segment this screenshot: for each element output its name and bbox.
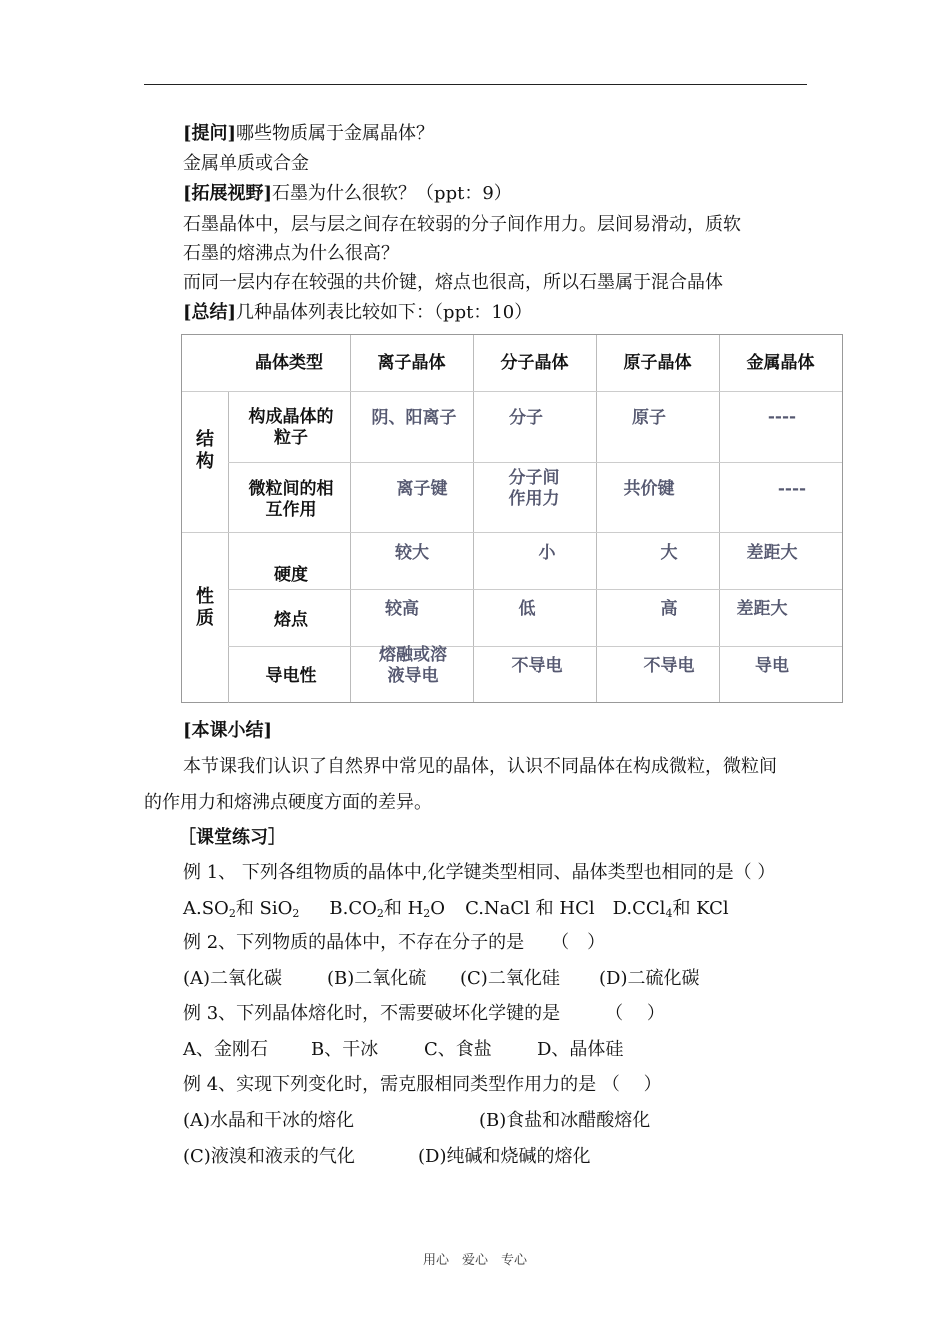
lesson-summary-text-2: 的作用力和熔沸点硬度方面的差异。 — [144, 792, 432, 813]
exercise-1-options — [183, 897, 729, 921]
answer-line: 金属单质或合金 — [183, 153, 309, 174]
table-divider — [228, 589, 842, 590]
option-a-rest: 和 SiO — [235, 898, 293, 919]
summary-tag: [总结] — [183, 302, 237, 323]
paragraph-2: 石墨的熔沸点为什么很高？ — [183, 243, 399, 264]
option-d: D、晶体硅 — [537, 1039, 624, 1060]
summary-intro-text: 几种晶体列表比较如下：（ppt：10） — [236, 302, 533, 323]
paragraph-3: 而同一层内存在较强的共价键，熔点也很高，所以石墨属于混合晶体 — [183, 272, 723, 293]
group-property-label: 性质 — [196, 586, 214, 629]
option-b: (B)二氧化硫 — [327, 968, 427, 989]
summary-intro-line — [183, 301, 532, 325]
exercise-4-options-2 — [183, 1145, 590, 1169]
option-a: A、金刚石 — [183, 1039, 268, 1060]
extension-text: 石墨为什么很软？（ppt：9） — [272, 183, 512, 204]
option-c: (C)二氧化硅 — [460, 968, 560, 989]
row-label-interaction: 微粒间的相互作用 — [248, 479, 334, 520]
table-cell: 较高 — [385, 599, 419, 619]
option-b: B.CO — [329, 898, 377, 919]
extension-line — [183, 182, 512, 206]
table-cell: 熔融或溶液导电 — [379, 645, 447, 686]
crystal-comparison-table — [181, 334, 843, 703]
table-cell: 分子间作用力 — [508, 468, 560, 509]
option-a: (A)二氧化碳 — [183, 968, 283, 989]
question-text: 哪些物质属于金属晶体？ — [236, 123, 435, 144]
exercise-1: 例 1、 下列各组物质的晶体中,化学键类型相同、晶体类型也相同的是（ ） — [183, 862, 776, 883]
row-label-hardness: 硬度 — [274, 565, 308, 585]
row-label-particles: 构成晶体的粒子 — [248, 407, 334, 448]
subscript: 2 — [228, 907, 236, 920]
table-cell: 不导电 — [511, 656, 563, 676]
table-cell: ---- — [767, 407, 797, 427]
header-crystal-type: 晶体类型 — [255, 353, 323, 373]
subscript: 2 — [292, 907, 300, 920]
option-d: D.CCl — [612, 898, 666, 919]
lesson-summary-title: [本课小结] — [183, 720, 273, 741]
table-cell: 大 — [660, 543, 678, 563]
table-divider — [228, 646, 842, 647]
option-a: (A)水晶和干冰的熔化 — [183, 1110, 355, 1131]
table-cell: 差距大 — [736, 599, 788, 619]
practice-title: ［课堂练习］ — [178, 827, 286, 848]
header-molecular: 分子晶体 — [500, 353, 569, 373]
header-atomic: 原子晶体 — [623, 353, 692, 373]
header-rule — [144, 84, 807, 85]
table-cell: 较大 — [395, 543, 429, 563]
table-divider — [182, 532, 842, 533]
exercise-4: 例 4、实现下列变化时，需克服相同类型作用力的是 （ ） — [183, 1074, 662, 1095]
table-cell: 不导电 — [643, 656, 695, 676]
row-label-conductivity: 导电性 — [265, 666, 317, 686]
lesson-summary-text-1: 本节课我们认识了自然界中常见的晶体，认识不同晶体在构成微粒，微粒间 — [183, 756, 777, 777]
question-tag: [提问] — [183, 123, 237, 144]
exercise-4-options-1 — [183, 1109, 650, 1133]
exercise-2-options — [183, 967, 699, 991]
option-d: (D)二硫化碳 — [599, 968, 700, 989]
option-b-end: O — [430, 898, 446, 919]
table-cell: 差距大 — [746, 543, 798, 563]
subscript: 2 — [423, 907, 431, 920]
option-b-rest: 和 H — [383, 898, 424, 919]
row-label-melting-point: 熔点 — [274, 610, 308, 630]
option-a: A.SO — [183, 898, 229, 919]
table-cell: 小 — [538, 543, 556, 563]
subscript: 4 — [665, 907, 673, 920]
option-d: (D)纯碱和烧碱的熔化 — [418, 1146, 591, 1167]
option-c: C.NaCl 和 HCl — [465, 898, 595, 919]
option-d-rest: 和 KCl — [672, 898, 729, 919]
page-footer: 用心 爱心 专心 — [422, 1253, 527, 1268]
table-cell: 高 — [660, 599, 678, 619]
table-cell: 离子键 — [396, 479, 448, 499]
exercise-3-options — [183, 1038, 623, 1062]
option-b: (B)食盐和冰醋酸熔化 — [479, 1110, 651, 1131]
paragraph-1: 石墨晶体中，层与层之间存在较弱的分子间作用力。层间易滑动，质软 — [183, 214, 741, 235]
table-cell: 导电 — [755, 656, 789, 676]
question-line — [183, 122, 434, 146]
table-cell: 低 — [518, 599, 536, 619]
extension-tag: [拓展视野] — [183, 183, 273, 204]
exercise-3: 例 3、下列晶体熔化时，不需要破坏化学键的是 （ ） — [183, 1003, 665, 1024]
header-metallic: 金属晶体 — [746, 353, 815, 373]
group-structure-label: 结构 — [196, 429, 214, 472]
subscript: 2 — [376, 907, 384, 920]
table-divider — [182, 391, 842, 392]
option-c: (C)液溴和液汞的气化 — [183, 1146, 355, 1167]
table-cell: 阴、阳离子 — [371, 408, 457, 428]
table-cell: 分子 — [509, 408, 543, 428]
exercise-2: 例 2、下列物质的晶体中，不存在分子的是 （ ） — [183, 932, 606, 953]
option-b: B、干冰 — [311, 1039, 379, 1060]
table-cell: ---- — [777, 479, 807, 499]
table-cell: 原子 — [632, 408, 666, 428]
option-c: C、食盐 — [424, 1039, 492, 1060]
table-divider — [228, 462, 842, 463]
header-ionic: 离子晶体 — [377, 353, 446, 373]
table-cell: 共价键 — [623, 479, 675, 499]
table-divider — [228, 391, 229, 703]
